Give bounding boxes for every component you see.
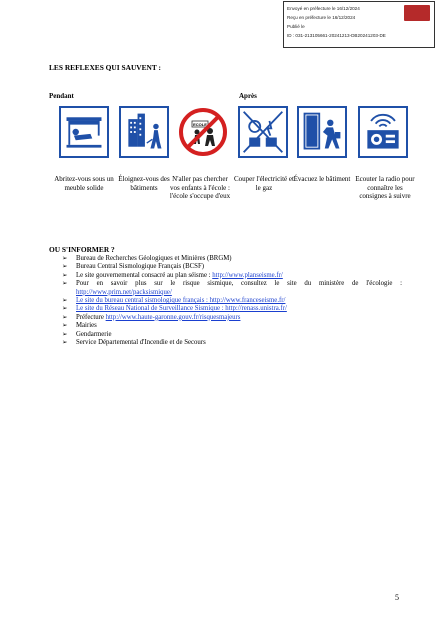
list-item-text: Pour en savoir plus sur le risque sismique, consultez le site du ministère de l'écologie :	[76, 280, 402, 288]
no-school-pickup-icon	[178, 106, 228, 158]
arrow-bullet-icon: ➢	[62, 313, 68, 321]
prefecture-link[interactable]: http://www.haute-garonne.gouv.fr/risquesmajeurs	[105, 313, 241, 321]
list-item	[62, 331, 402, 339]
list-item-text: Mairies	[76, 322, 97, 330]
list-item-text: Le site gouvernemental consacré au plan séisme :	[76, 271, 213, 279]
list-item	[62, 339, 402, 347]
caption-school: N'aller pas chercher vos enfants à l'école : l'école s'occupe d'eux	[169, 175, 231, 201]
list-item	[62, 272, 402, 280]
prefecture-stamp	[283, 1, 435, 48]
arrow-bullet-icon: ➢	[62, 322, 68, 330]
list-item-text: Bureau Central Sismologique Français (BCSF)	[76, 263, 204, 271]
list-item	[62, 280, 402, 297]
during-label: Pendant	[49, 92, 74, 100]
radio-icon	[358, 106, 408, 158]
reflexes-title: LES REFLEXES QUI SAUVENT :	[49, 63, 161, 72]
arrow-bullet-icon: ➢	[62, 305, 68, 313]
renass-link[interactable]: Le site du Réseau National de Surveillance Sismique : http://renass.unistra.fr/	[76, 305, 287, 313]
away-from-buildings-icon	[119, 106, 169, 158]
arrow-bullet-icon: ➢	[62, 339, 68, 347]
arrow-bullet-icon: ➢	[62, 263, 68, 271]
prefecture-logo-icon	[404, 5, 430, 21]
list-item-text: Bureau de Recherches Géologiques et Minières (BRGM)	[76, 255, 232, 262]
list-item	[62, 297, 402, 305]
information-list	[62, 255, 402, 347]
list-item-text: Préfecture	[76, 313, 106, 321]
page-number: 5	[395, 593, 399, 602]
franceseisme-link[interactable]: Le site du bureau central sismologique français : http://www.franceseisme.fr/	[76, 297, 286, 305]
list-item	[62, 314, 402, 322]
caption-buildings: Éloignez-vous des bâtiments	[118, 175, 170, 192]
planseisme-link[interactable]: http://www.planseisme.fr/	[212, 271, 283, 279]
arrow-bullet-icon: ➢	[62, 280, 68, 288]
caption-power-gas: Couper l'électricité et le gaz	[234, 175, 294, 192]
list-item	[62, 305, 402, 313]
list-item	[62, 322, 402, 330]
cut-power-gas-icon	[238, 106, 288, 158]
caption-shelter: Abritez-vous sous un meuble solide	[54, 175, 114, 192]
list-item	[62, 255, 402, 263]
arrow-bullet-icon: ➢	[62, 297, 68, 305]
arrow-bullet-icon: ➢	[62, 255, 68, 262]
arrow-bullet-icon: ➢	[62, 271, 68, 279]
arrow-bullet-icon: ➢	[62, 330, 68, 338]
stamp-received: Reçu en préfecture le 16/12/2024	[287, 15, 356, 20]
school-sign-text: ECOLE	[193, 122, 207, 127]
stamp-published: Publié le	[287, 24, 305, 29]
after-label: Après	[239, 92, 257, 100]
shelter-under-furniture-icon	[59, 106, 109, 158]
caption-radio: Ecouter la radio pour connaître les consignes à suivre	[355, 175, 415, 201]
caption-evacuate: Évacuez le bâtiment	[293, 175, 351, 183]
stamp-id: ID : 031-213105661-20241213-DB20241203-DE	[287, 33, 386, 38]
evacuate-building-icon	[297, 106, 347, 158]
prim-net-link[interactable]: http://www.prim.net/packsismique/	[76, 288, 172, 296]
list-item	[62, 263, 402, 271]
stamp-sent: Envoyé en préfecture le 16/12/2024	[287, 6, 360, 11]
inform-title: OU S'INFORMER ?	[49, 245, 115, 254]
list-item-text: Gendarmerie	[76, 330, 112, 338]
list-item-text: Service Départemental d'Incendie et de Secours	[76, 339, 206, 347]
